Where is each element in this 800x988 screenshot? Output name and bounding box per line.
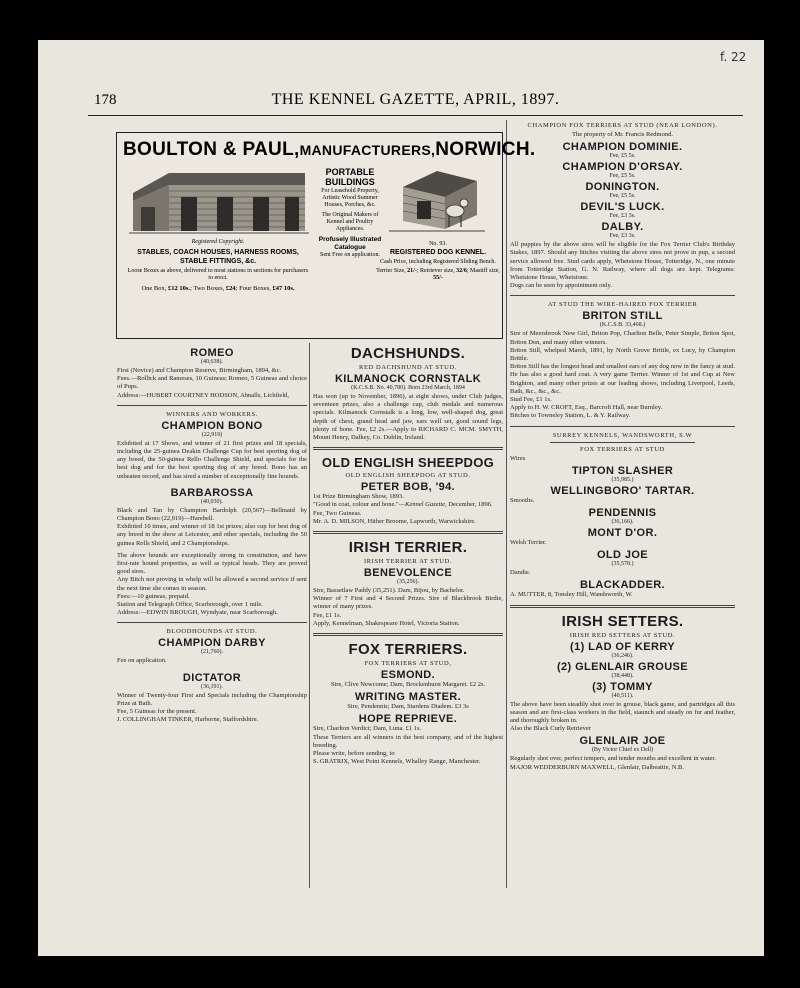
dachshunds-heading: DACHSHUNDS.	[350, 345, 466, 362]
column-left: ROMEO (40,638). First (Novice) and Champion Reserve, Birmingham, 1894, &c. Fees.—Rollick and Rameses, 10 Guineas; Romeo, 5 Guineas and choice of Pups. Address:—HUBERT COURTNEY HODSON, Abnalls, Lichfield, WINNERS AND WORKERS. CHAMPION BONO (22,919) Exhibited at 17 Shows, and winner of 21 first prizes and 18 specials, including the 25-guinea Deakin Challenge Cup for best sporting dog of any breed, the 50-guinea Rello Challenge Shield, and specials for the best dog and for the best sporting dog of any breed. Bono has an unbeaten record, and has sired a number of exceptionally fine hounds. BARBAROSSA (40,030). Black and Tan by Champion Bardolph (20,567)—Bellmaid by Champion Bono (22,919)—Harebell. Exhibited 10 times, and winner of 18 1st prizes; also cup for best dog of any breed in the show at Leicester, and other specials, including the 50 guinea Rolls Shield, and 2 Championships. The above hounds are exceptionally strong in constitution, and have first-rate hound properties, as well as typical heads. They are proved good sires. Any Bitch not proving in whelp will be allowed a second service if sent the next time she comes in season. Fees:—10 guineas, prepaid. Station and Telegraph Office, Scarborough, over 1 mile. Address:—EDWIN BROUGH, Wyndyate, near Scarborough. BLOODHOUNDS AT STUD. CHAMPION DARBY (21,760). Fee on application. DICTATOR (36,191). Winner of Twenty-four First and Specials including the Championship Prize at Bath. Fee, 5 Guineas for the present. J. COLLINGHAM TINKER, Harborne, Staffordshire.	[117, 347, 307, 724]
benevolence-heading: BENEVOLENCE	[363, 567, 453, 580]
barbarossa-heading: BARBAROSSA	[170, 486, 254, 499]
separator	[510, 426, 735, 427]
champion-bono-heading: CHAMPION BONO	[161, 419, 263, 432]
ad-dog-kennel-caption	[375, 241, 501, 282]
winners-workers-heading: WINNERS AND WORKERS.	[166, 410, 258, 418]
mont-dor-heading: MONT D'OR.	[587, 527, 658, 540]
ad-prices: One Box, £12 10s.; Two Boxes, £24; Four Boxes, £47 10s.	[141, 285, 295, 292]
setter-name: (3) TOMMY	[592, 680, 653, 693]
ad-stables-caption	[125, 239, 311, 293]
pendennis-heading: PENDENNIS	[588, 507, 657, 520]
setter-name: (1) LAD OF KERRY	[570, 640, 675, 653]
separator	[117, 405, 307, 406]
page-header	[88, 88, 743, 116]
separator	[117, 622, 307, 623]
ad-sent-free: Sent Free on application.	[320, 252, 380, 258]
ad-registered-copyright: Registered Copyright.	[191, 239, 245, 245]
peter-bob-heading: PETER BOB, '94.	[360, 481, 456, 494]
redmond-dog-list	[510, 141, 735, 239]
surrey-kennels-heading: SURREY KENNELS, WANDSWORTH, S.W	[552, 431, 693, 439]
ad-portable-heading: PORTABLE BUILDINGS	[325, 167, 375, 187]
ad-loose-boxes: Loose Boxes as above, delivered to most stations in sections for purchasers to erect.	[127, 268, 309, 281]
column-middle: DACHSHUNDS. RED DACHSHUND AT STUD. KILMANOCK CORNSTALK (K.C.S.B. No. 40,780). Born 23rd March, 1894 Has won (up to November, 1896), at eight shows, under Club judges, seventeen prizes, also a challenge cup, club medals and numerous specials. Kilmanock Cornstalk is a long, low, well-shaped dog, great depth of chest, grand head and jaw, ears well set, good sound legs, plenty of bone. Fee, £2 2s.—Apply to RICHARD C. MCM. SMYTH, Mount Henry, Dalkey, Co. Dublin, Ireland. OLD ENGLISH SHEEPDOG OLD ENGLISH SHEEPDOG AT STUD. PETER BOB, '94. 1st Prize Birmingham Show, 1893. "Good in coat, colour and bone."—Kennel Gazette, December, 1896. Fee, Two Guineas. Mr. A. D. MILSON, Hither Broome, Lapworth, Warwickshire. IRISH TERRIER. IRISH TERRIER AT STUD. BENEVOLENCE (35,256). Sire, Bassetlaw Paddy (35,251). Dam, Bijou, by Bachelor. Winner of 7 First and 4 Second Prizes. Sire of Blackbrook Birdie, winner of many prizes. Fee, £1 1s. Apply, Kennelman, Shakespeare Hotel, Victoria Station. FOX TERRIERS. FOX TERRIERS AT STUD, ESMOND. Sire, Clive Newcome; Dam, Brockenhurst Margaret. £2 2s. WRITING MASTER. Sire, Pendennis; Dam, Stardens Diadem. £3 3s HOPE REPRIEVE. Sire, Charlton Verdict; Dam, Luna. £1 1s. These Terriers are all winners in the best company, and of the highest breeding. Please write, before sending, to S. GRATRIX, West Point Kennels, Whalley Range, Manchester.	[313, 345, 503, 766]
dog-name: CHAMPION DOMINIE.	[562, 141, 683, 154]
bloodhounds-heading: BLOODHOUNDS AT STUD.	[166, 628, 258, 636]
ad-kennel-number: No. 93.	[429, 241, 447, 247]
dog-name: DONINGTON.	[585, 181, 660, 194]
dog-fee: Fee, £3 3s.	[609, 213, 636, 220]
champion-fox-terriers-heading: CHAMPION FOX TERRIERS AT STUD (NEAR LONDON).	[527, 122, 718, 129]
dictator-heading: DICTATOR	[182, 671, 242, 684]
dog-fee: Fee, £5 5s.	[609, 173, 636, 180]
page-number: 178	[94, 92, 117, 108]
setter-name: (2) GLENLAIR GROUSE	[556, 660, 689, 673]
ad-title-city: NORWICH.	[435, 139, 536, 160]
dog-fee: Fee, £3 3s.	[609, 233, 636, 240]
ad-title-manufacturers: MANUFACTURERS,	[299, 142, 436, 158]
price-one-box: £12 10s.	[167, 285, 191, 292]
writing-master-heading: WRITING MASTER.	[354, 691, 462, 704]
boulton-paul-advertisement	[116, 132, 536, 339]
margin-note: f. 22	[720, 50, 747, 64]
glenlair-joe-heading: GLENLAIR JOE	[579, 735, 666, 748]
champion-darby-heading: CHAMPION DARBY	[158, 637, 266, 650]
irish-terrier-heading: IRISH TERRIER.	[348, 539, 468, 557]
column-right: CHAMPION FOX TERRIERS AT STUD (NEAR LONDON). The property of Mr. Francis Redmond. CHAMPION DOMINIE. Fee, £5 5s. CHAMPION D'ORSAY. Fee, £5 5s. DONINGTON. Fee, £5 5s. DEVIL'S LUCK. Fee, £3 3s. DALBY. Fee, £3 3s. All puppies by the above sires will be eligible for the Fox Terrier Club's Birthday Stakes, 1897. Should any bitches visiting the above sires not prove in pup, a second service allowed free. Stud cards apply, Whetstone House, Totteridge, N., one minute from Totteridge Station, G. N. Railway, where all dogs are kept. Telegrams: Whetstone House, Whetstone. Dogs can be seen by appointment only. AT STUD THE WIRE-HAIRED FOX TERRIER BRITON STILL (K.C.S.B. 33,468.) Sire of Meersbrook New Girl, Briton Pop, Charlton Belle, Peter Simple, Briton Spot, Briton Don, and many other winners. Briton Still, whelped March, 1891, by North Grove Brittle, ex Lucy, by Champion Brittle. Briton Still has the longest head and smallest ears of any dog now in the fancy at stud. He has also a good hard coat. A very game Terrier. Winner of 1st and Cup at New Brighton, and many other prizes at our leading shows, including Liverpool, Leeds, Bath, &c., &c., &c. Stud Fee, £1 1s. Apply to H. W. CROFT, Esq., Barcroft Hall, near Burnley. Bitches to Towneley Station, L. & Y. Railway. SURREY KENNELS, WANDSWORTH, S.W FOX TERRIERS AT STUD Wires TIPTON SLASHER (35,985.) WELLINGBORO' TARTAR. Smooths. PENDENNIS (36,166). MONT D'OR. Welsh Terrier. OLD JOE (35,578.) Dandie. BLACKADDER. A. MUTTER, 8, Tonsley Hill, Wandsworth, W. IRISH SETTERS. IRISH RED SETTERS AT STUD. (1) LAD OF KERRY (36,246). (2) GLENLAIR GROUSE (38,448). (3) TOMMY (40,511). The above have been steadily shot over to grouse, black game, and partridges all this season and are first-class workers in the field, staunch and steady on fur and feather, and thoroughly broken in. Also the Black Curly Retriever GLENLAIR JOE (By Victor Chief ex Dell) Regularly shot over, perfect tempers, and tender mouths and excellent in water. MAJOR WEDDERBURN MAXWELL, Glenlair, Dalbeattie, N.B.	[510, 122, 735, 771]
separator	[313, 447, 503, 450]
ad-cash-price: Cash Price, including Registered Sliding Bench.	[380, 259, 496, 265]
separator	[313, 531, 503, 534]
separator	[510, 605, 735, 608]
price-two-boxes: £24	[225, 285, 236, 292]
running-title: THE KENNEL GAZETTE, APRIL, 1897.	[271, 91, 560, 108]
blackadder-heading: BLACKADDER.	[579, 579, 666, 592]
ad-portable-desc: For Leasehold Property, Artistic Wood Summer Houses, Porches, &c.	[321, 188, 379, 208]
ad-makers: The Original Makers of Kennel and Poultry Appliances.	[321, 212, 379, 232]
stable-building-illustration	[129, 167, 309, 239]
dog-name: DEVIL'S LUCK.	[580, 201, 665, 214]
romeo-heading: ROMEO	[190, 347, 234, 359]
ad-kennel-heading: REGISTERED DOG KENNEL.	[389, 249, 487, 256]
wellingboro-tartar-heading: WELLINGBORO' TARTAR.	[550, 484, 695, 497]
separator	[510, 295, 735, 296]
column-divider-2	[506, 120, 507, 888]
header-rule	[88, 115, 743, 116]
hope-reprieve-heading: HOPE REPRIEVE.	[358, 713, 458, 726]
ad-catalogue: Profusely Illustrated Catalogue	[318, 236, 382, 251]
price-four-boxes: £47 10s.	[272, 285, 295, 292]
dog-kennel-illustration	[389, 167, 485, 237]
kilmanock-cornstalk-heading: KILMANOCK CORNSTALK	[334, 373, 482, 385]
dog-name: DALBY.	[601, 221, 644, 234]
column-divider-1	[309, 343, 310, 888]
ad-kennel-sizes: Terrier Size, 21/-; Retriever size, 32/6; Mastiff size, 55/-	[376, 268, 500, 281]
fox-terriers-heading: FOX TERRIERS.	[348, 641, 468, 659]
dog-fee: Fee, £5 5s.	[609, 193, 636, 200]
esmond-heading: ESMOND.	[380, 669, 436, 682]
ad-title	[123, 139, 536, 161]
sheepdog-heading: OLD ENGLISH SHEEPDOG	[321, 455, 495, 471]
briton-still-heading: BRITON STILL	[582, 310, 663, 323]
dog-fee: Fee, £5 5s.	[609, 153, 636, 160]
old-joe-heading: OLD JOE	[596, 549, 649, 562]
separator	[313, 633, 503, 636]
ad-title-company: BOULTON & PAUL,	[123, 139, 300, 160]
tipton-slasher-heading: TIPTON SLASHER	[571, 464, 674, 477]
irish-setters-heading: IRISH SETTERS.	[561, 612, 684, 630]
dog-name: CHAMPION D'ORSAY.	[562, 161, 683, 174]
ad-stables-heading: STABLES, COACH HOUSES, HARNESS ROOMS, STABLE FITTINGS, &c.	[137, 249, 299, 265]
